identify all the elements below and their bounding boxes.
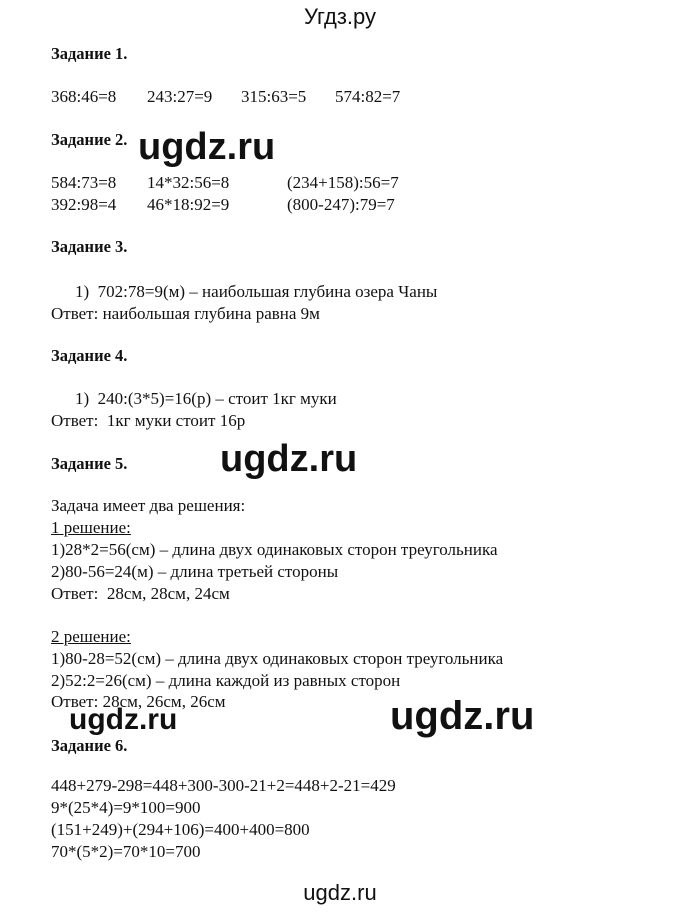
task5-solution2-step: 1)80-28=52(см) – длина двух одинаковых сторон треугольника <box>51 649 504 668</box>
watermark: ugdz.ru <box>390 694 535 738</box>
task1-item: 243:27=9 <box>147 87 213 106</box>
task4-step: 1) 240:(3*5)=16(р) – стоит 1кг муки <box>75 389 337 408</box>
task6-line: 9*(25*4)=9*100=900 <box>51 798 201 817</box>
task5-solution2-step: 2)52:2=26(см) – длина каждой из равных сторон <box>51 671 401 690</box>
task2-cell: 14*32:56=8 <box>147 173 230 192</box>
task5-solution1-title: 1 решение: <box>51 518 131 537</box>
task3-title: Задание 3. <box>51 237 128 256</box>
watermark: ugdz.ru <box>69 703 178 736</box>
task2-cell: 584:73=8 <box>51 173 117 192</box>
task2-cell: (800-247):79=7 <box>287 195 395 214</box>
task3-step: 1) 702:78=9(м) – наибольшая глубина озера Чаны <box>75 282 438 301</box>
task5-solution1-step: 1)28*2=56(см) – длина двух одинаковых сторон треугольника <box>51 540 498 559</box>
task1-title: Задание 1. <box>51 44 128 63</box>
task6-line: 448+279-298=448+300-300-21+2=448+2-21=429 <box>51 776 396 795</box>
task2-cell: 46*18:92=9 <box>147 195 230 214</box>
watermark: ugdz.ru <box>138 126 276 168</box>
task6-line: 70*(5*2)=70*10=700 <box>51 842 201 861</box>
task1-item: 315:63=5 <box>241 87 307 106</box>
task4-title: Задание 4. <box>51 346 128 365</box>
task5-title: Задание 5. <box>51 454 128 473</box>
task5-solution2-answer: Ответ: 28см, 26см, 26см <box>51 692 226 711</box>
watermark: ugdz.ru <box>220 438 358 480</box>
task2-cell: 392:98=4 <box>51 195 117 214</box>
task1-item: 368:46=8 <box>51 87 117 106</box>
site-header: Угдз.ру <box>303 4 377 29</box>
task5-solution1-answer: Ответ: 28см, 28см, 24см <box>51 584 230 603</box>
task1-item: 574:82=7 <box>335 87 401 106</box>
task2-cell: (234+158):56=7 <box>287 173 399 192</box>
task5-solution2-title: 2 решение: <box>51 627 131 646</box>
task2-title: Задание 2. <box>51 130 128 149</box>
task5-solution1-step: 2)80-56=24(м) – длина третьей стороны <box>51 562 339 581</box>
task6-title: Задание 6. <box>51 736 128 755</box>
task5-intro: Задача имеет два решения: <box>51 496 246 515</box>
task3-answer: Ответ: наибольшая глубина равна 9м <box>51 304 320 323</box>
task6-line: (151+249)+(294+106)=400+400=800 <box>51 820 310 839</box>
task4-answer: Ответ: 1кг муки стоит 16р <box>51 411 246 430</box>
site-footer: ugdz.ru <box>303 880 377 905</box>
